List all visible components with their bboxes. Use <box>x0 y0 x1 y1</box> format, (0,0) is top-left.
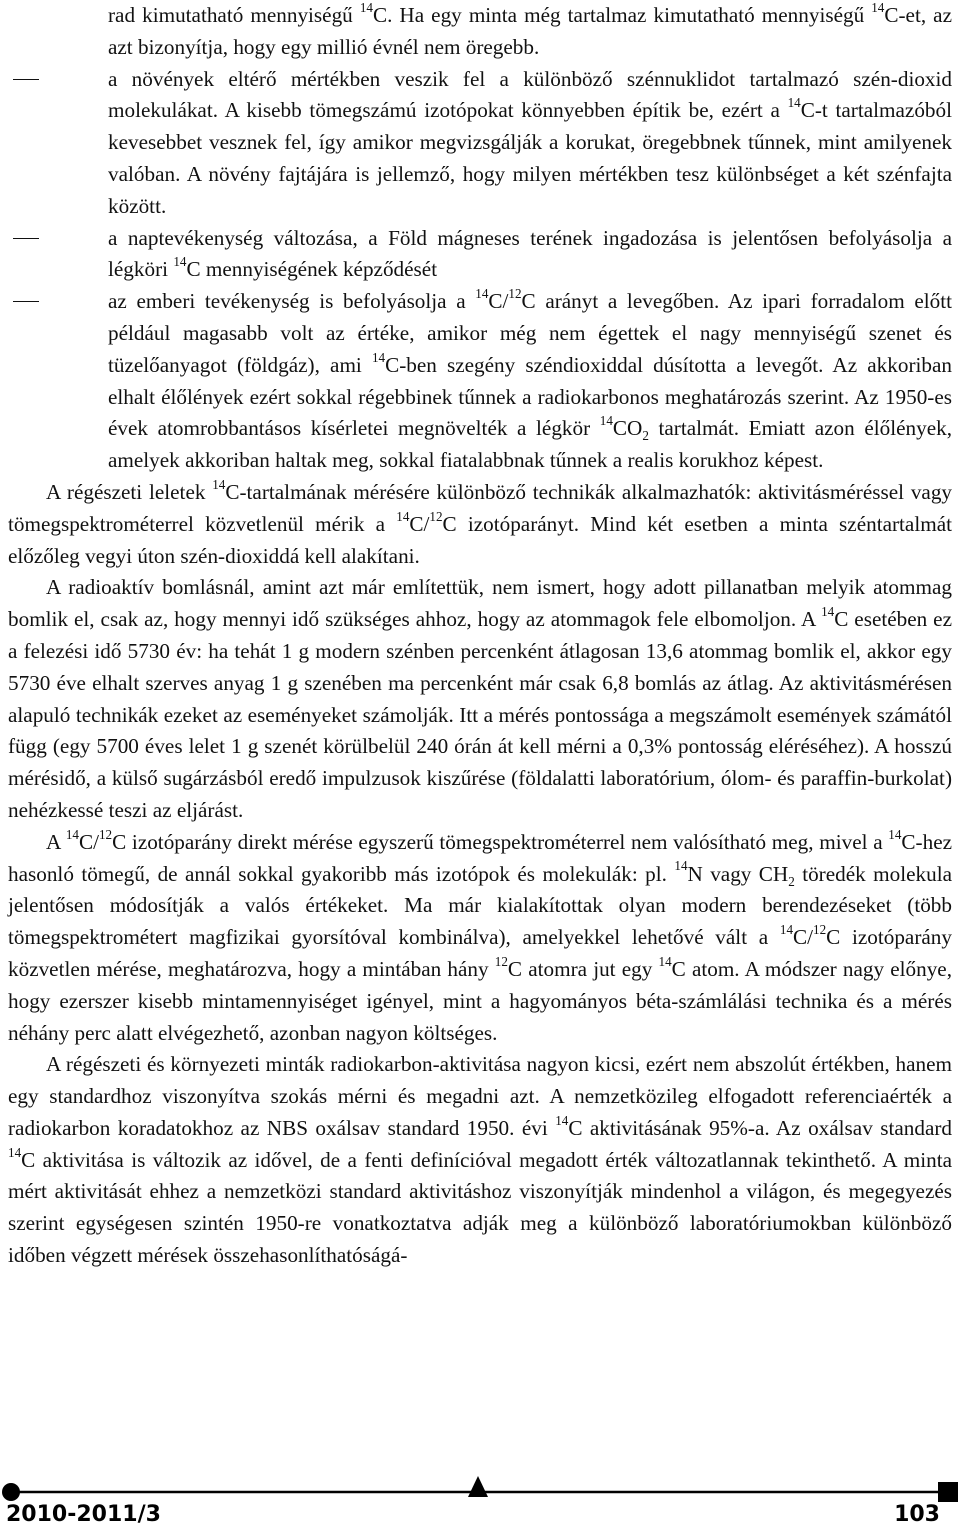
square-icon <box>938 1482 958 1502</box>
list-item-text: a naptevékenység változása, a Föld mágneses terének ingadozása is jelentősen befolyásolja a légköri $^{14}$C mennyiségének képződését <box>108 225 952 282</box>
body-text <box>8 0 952 1272</box>
paragraph: A régészeti leletek $^{14}$C-tartalmának mérésére különböző technikák alkalmazhatók: aktivitásméréssel vagy tömegspektrométerrel közvetlenül mérik a $^{14}$C/$^{12}$C izotóparányt. Mind két esetben a minta széntartalmát előzőleg vegyi úton szén-dioxiddá kell alakítani. <box>8 476 953 568</box>
list-item <box>8 0 952 64</box>
page-number: 103 <box>894 1502 940 1527</box>
list-item <box>8 286 952 477</box>
paragraph: A régészeti és környezeti minták radiokarbon-aktivitása nagyon kicsi, ezért nem abszolút értékben, hanem egy standardhoz viszonyítva szokás mérni és megadni azt. A nemzetközileg elfogadott referenciaérték a radiokarbon koradatokhoz az NBS oxálsav standard 1950. évi $^{14}$C aktivitásának 95%-a. Az oxálsav standard $^{14}$C aktivitása is változik az idővel, de a fenti definícióval megadott érték változatlannak tekinthető. A minta mért aktivitását ehhez a nemzetközi standard aktivitáshoz viszonyítják mindenhol a világon, és megegyezés szerint egységesen szintén 1950-re vonatkoztatva adják meg a különböző laboratóriumokban különböző időben végzett mérések összehasonlíthatóságá- <box>8 1052 952 1268</box>
dash-bullet-icon <box>13 301 39 302</box>
paragraph-list <box>8 477 952 1272</box>
list-item-text: rad kimutatható mennyiségű $^{14}$C. Ha egy minta még tartalmaz kimutatható mennyiségű $^{14}$C-et, az azt bizonyítja, hogy egy millió évnél nem öregebb. <box>108 0 952 59</box>
circle-icon <box>2 1483 20 1501</box>
triangle-icon <box>468 1476 488 1497</box>
dash-bullet-icon <box>13 238 39 239</box>
factor-list <box>8 0 952 477</box>
list-item-text: a növények eltérő mértékben veszik fel a különböző szénnuklidot tartalmazó szén-dioxid molekulákat. A kisebb tömegszámú izotópokat könnyebben építik be, ezért a $^{14}$C-t tartalmazóból kevesebbet vesznek fel, így amikor megvizsgálják a korukat, öregebbnek tűnnek, mint amilyenek valóban. A növény fajtájára is jellemző, hogy milyen mértékben tesz különbséget a két szénfajta között. <box>108 66 952 218</box>
page-footer <box>0 1470 960 1534</box>
paragraph: A $^{14}$C/$^{12}$C izotóparány direkt mérése egyszerű tömegspektrométerrel nem valósítható meg, mivel a $^{14}$C-hez hasonló tömegű, de annál sokkal gyakoribb más izotópok és molekulák: pl. $^{14}$N vagy $CH_2$ töredék molekula jelentősen módosítják a valós értékeket. Ma már kialakítottak olyan modern berendezéseket (több tömegspektrométert magfizikai gyorsítóval kombinálva), amelyekkel lehetővé vált a $^{14}$C/$^{12}$C izotóparány közvetlen mérése, meghatározva, hogy a mintában hány $^{12}$C atomra jut egy $^{14}$C atom. A módszer nagy előnye, hogy ezerszer kisebb mintamennyiséget igényel, mint a hagyományos béta-számlálási technika és a mérés néhány perc alatt elvégezhető, azonban nagyon költséges. <box>8 826 953 1045</box>
list-item <box>8 223 952 287</box>
dash-bullet-icon <box>13 79 39 80</box>
list-item <box>8 64 952 223</box>
issue-label: 2010-2011/3 <box>6 1502 161 1527</box>
list-item-text: az emberi tevékenység is befolyásolja a $^{14}$C/$^{12}$C arányt a levegőben. Az ipari forradalom előtt például magasabb volt az értéke, amikor még nem égettek el nagy mennyiségű szenet és tüzelőanyagot (földgáz), ami $^{14}$C-ben szegény széndioxiddal dúsította a levegőt. Az akkoriban elhalt élőlények ezért sokkal régebbinek tűnnek a radiokarbonos meghatározás szerint. Az 1950-es évek atomrobbantásos kísérletei megnövelték a légkör $^{14}CO_2$ tartalmát. Emiatt azon élőlények, amelyek akkoriban haltak meg, sokkal fiatalabbnak tűnnek a realis korukhoz képest. <box>108 286 952 473</box>
paragraph: A radioaktív bomlásnál, amint azt már említettük, nem ismert, hogy adott pillanatban melyik atommag bomlik el, csak az, hogy mennyi idő szükséges ahhoz, hogy az atommagok fele elbomoljon. A $^{14}$C esetében ez a felezési idő 5730 év: ha tehát 1 g modern szénben percenként átlagosan 13,6 atommag bomlik el, akkor egy 5730 éve elhalt szerves anyag 1 g szenében ma percenként már csak 6,8 bomlás az átlag. Az aktivitásmérésen alapuló technikák ezeket az eseményeket számolják. Itt a mérés pontossága a megszámolt események számától függ (egy 5700 éves lelet 1 g szenét körülbelül 240 órán át kell mérni a 0,3% pontosság eléréséhez). A hosszú mérésidő, a külső sugárzásból eredő impulzusok kiszűrése (földalatti laboratórium, ólom- és paraffin-burkolat) nehézkessé teszi az eljárást. <box>8 575 952 822</box>
